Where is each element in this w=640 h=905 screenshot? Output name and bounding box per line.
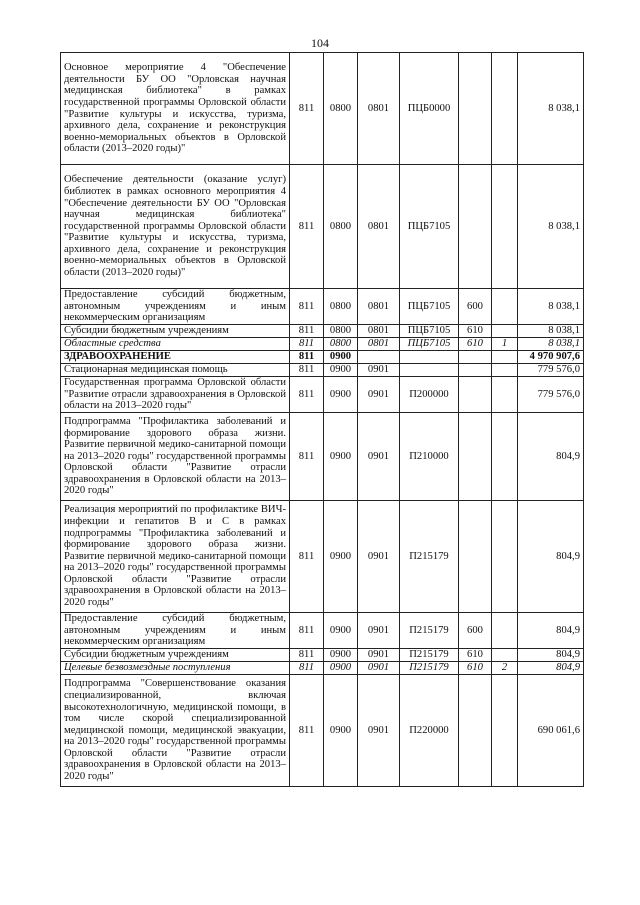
amount: 804,9 <box>518 613 584 649</box>
adm-code: 811 <box>290 289 324 325</box>
subsection-code: 0801 <box>358 325 400 338</box>
adm-code: 811 <box>290 649 324 662</box>
amount: 804,9 <box>518 413 584 501</box>
source-code <box>492 649 518 662</box>
section-code: 0800 <box>324 53 358 165</box>
adm-code: 811 <box>290 501 324 613</box>
amount: 690 061,6 <box>518 675 584 787</box>
source-code <box>492 413 518 501</box>
amount: 804,9 <box>518 662 584 675</box>
section-code: 0900 <box>324 377 358 413</box>
section-code: 0800 <box>324 338 358 351</box>
target-code: П220000 <box>400 675 459 787</box>
expense-type <box>459 501 492 613</box>
section-code: 0900 <box>324 662 358 675</box>
source-code <box>492 501 518 613</box>
table-row <box>61 165 584 289</box>
target-code: П200000 <box>400 377 459 413</box>
expense-type <box>459 377 492 413</box>
amount: 8 038,1 <box>518 325 584 338</box>
adm-code: 811 <box>290 338 324 351</box>
target-code: П215179 <box>400 501 459 613</box>
table-row <box>61 377 584 413</box>
section-code: 0800 <box>324 165 358 289</box>
expense-type: 610 <box>459 338 492 351</box>
amount: 8 038,1 <box>518 53 584 165</box>
table-row <box>61 662 584 675</box>
source-code <box>492 165 518 289</box>
amount: 804,9 <box>518 501 584 613</box>
source-code <box>492 351 518 364</box>
row-name: Реализация мероприятий по профилактике ВИЧ-инфекции и гепатитов В и С в рамках подпрограммы "Профилактика заболеваний и формирование здорового образа жизни. Развитие первичной медико-санитарной помощи на 2013–2020 годы" государственной программы Орловской области "Развитие отрасли здравоохранения в Орловской области на 2013–2020 годы" <box>61 501 290 613</box>
table-row <box>61 649 584 662</box>
row-name: Основное мероприятие 4 "Обеспечение деятельности БУ ОО "Орловская научная медицинская библиотека" в рамках государственной программы Орловской области "Развитие культуры и искусства, туризма, архивного дела, сохранение и реконструкция военно-мемориальных объектов в Орловской области (2013–2020 годы)" <box>61 53 290 165</box>
section-code: 0900 <box>324 675 358 787</box>
subsection-code: 0901 <box>358 364 400 377</box>
source-code <box>492 675 518 787</box>
section-code: 0800 <box>324 289 358 325</box>
table-row <box>61 325 584 338</box>
amount: 4 970 907,6 <box>518 351 584 364</box>
section-code: 0900 <box>324 413 358 501</box>
target-code: ПЦБ0000 <box>400 53 459 165</box>
adm-code: 811 <box>290 377 324 413</box>
table-row <box>61 613 584 649</box>
adm-code: 811 <box>290 351 324 364</box>
section-code: 0900 <box>324 501 358 613</box>
subsection-code: 0901 <box>358 649 400 662</box>
adm-code: 811 <box>290 325 324 338</box>
source-code <box>492 377 518 413</box>
page-number: 104 <box>311 36 329 50</box>
expense-type <box>459 165 492 289</box>
source-code <box>492 325 518 338</box>
row-name: Подпрограмма "Профилактика заболеваний и формирование здорового образа жизни. Развитие первичной медико-санитарной помощи на 2013–2020 годы" государственной программы Орловской области "Развитие отрасли здравоохранения в Орловской области на 2013–2020 годы" <box>61 413 290 501</box>
amount: 8 038,1 <box>518 338 584 351</box>
row-name: Подпрограмма "Совершенствование оказания специализированной, включая высокотехнологичную, медицинской помощи, в том числе скорой специализированной медицинской помощи, медицинской эвакуации, на 2013–2020 годы" государственной программы Орловской области "Развитие отрасли здравоохранения в Орловской области на 2013–2020 годы" <box>61 675 290 787</box>
row-name: Субсидии бюджетным учреждениям <box>61 325 290 338</box>
row-name: Обеспечение деятельности (оказание услуг) библиотек в рамках основного мероприятия 4 "Обеспечение деятельности БУ ОО "Орловская научная медицинская библиотека" государственной программы Орловской области "Развитие культуры и искусства, туризма, архивного дела, сохранение и реконструкция военно-мемориальных объектов в Орловской области (2013–2020 годы)" <box>61 165 290 289</box>
row-name: Предоставление субсидий бюджетным, автономным учреждениям и иным некоммерческим организациям <box>61 289 290 325</box>
table-row <box>61 338 584 351</box>
section-code: 0900 <box>324 649 358 662</box>
amount: 779 576,0 <box>518 364 584 377</box>
adm-code: 811 <box>290 53 324 165</box>
row-name: ЗДРАВООХРАНЕНИЕ <box>61 351 290 364</box>
subsection-code: 0801 <box>358 289 400 325</box>
source-code <box>492 364 518 377</box>
expense-type <box>459 53 492 165</box>
row-name: Государственная программа Орловской области "Развитие отрасли здравоохранения в Орловской области на 2013–2020 годы" <box>61 377 290 413</box>
expense-type: 600 <box>459 613 492 649</box>
expense-type <box>459 364 492 377</box>
section-code: 0900 <box>324 364 358 377</box>
target-code: ПЦБ7105 <box>400 338 459 351</box>
target-code: ПЦБ7105 <box>400 165 459 289</box>
row-name: Стационарная медицинская помощь <box>61 364 290 377</box>
row-name: Субсидии бюджетным учреждениям <box>61 649 290 662</box>
source-code <box>492 289 518 325</box>
target-code <box>400 351 459 364</box>
table-row <box>61 53 584 165</box>
section-code: 0900 <box>324 351 358 364</box>
adm-code: 811 <box>290 165 324 289</box>
table-row <box>61 289 584 325</box>
source-code <box>492 613 518 649</box>
table-row <box>61 413 584 501</box>
expense-type <box>459 675 492 787</box>
expense-type: 600 <box>459 289 492 325</box>
expense-type: 610 <box>459 649 492 662</box>
row-name: Предоставление субсидий бюджетным, автономным учреждениям и иным некоммерческим организациям <box>61 613 290 649</box>
source-code: 2 <box>492 662 518 675</box>
table-row <box>61 675 584 787</box>
source-code: 1 <box>492 338 518 351</box>
target-code: П215179 <box>400 649 459 662</box>
budget-table <box>60 52 584 787</box>
table-row <box>61 501 584 613</box>
subsection-code: 0901 <box>358 613 400 649</box>
section-code: 0800 <box>324 325 358 338</box>
adm-code: 811 <box>290 413 324 501</box>
subsection-code: 0801 <box>358 338 400 351</box>
target-code <box>400 364 459 377</box>
subsection-code <box>358 351 400 364</box>
subsection-code: 0901 <box>358 662 400 675</box>
amount: 779 576,0 <box>518 377 584 413</box>
expense-type <box>459 413 492 501</box>
target-code: ПЦБ7105 <box>400 325 459 338</box>
amount: 804,9 <box>518 649 584 662</box>
subsection-code: 0801 <box>358 165 400 289</box>
subsection-code: 0801 <box>358 53 400 165</box>
adm-code: 811 <box>290 675 324 787</box>
adm-code: 811 <box>290 364 324 377</box>
table-row <box>61 364 584 377</box>
subsection-code: 0901 <box>358 413 400 501</box>
table-row <box>61 351 584 364</box>
expense-type: 610 <box>459 662 492 675</box>
section-code: 0900 <box>324 613 358 649</box>
adm-code: 811 <box>290 613 324 649</box>
adm-code: 811 <box>290 662 324 675</box>
row-name: Целевые безвозмездные поступления <box>61 662 290 675</box>
subsection-code: 0901 <box>358 377 400 413</box>
target-code: П215179 <box>400 613 459 649</box>
target-code: П215179 <box>400 662 459 675</box>
expense-type: 610 <box>459 325 492 338</box>
subsection-code: 0901 <box>358 501 400 613</box>
subsection-code: 0901 <box>358 675 400 787</box>
amount: 8 038,1 <box>518 165 584 289</box>
target-code: ПЦБ7105 <box>400 289 459 325</box>
amount: 8 038,1 <box>518 289 584 325</box>
target-code: П210000 <box>400 413 459 501</box>
row-name: Областные средства <box>61 338 290 351</box>
source-code <box>492 53 518 165</box>
expense-type <box>459 351 492 364</box>
